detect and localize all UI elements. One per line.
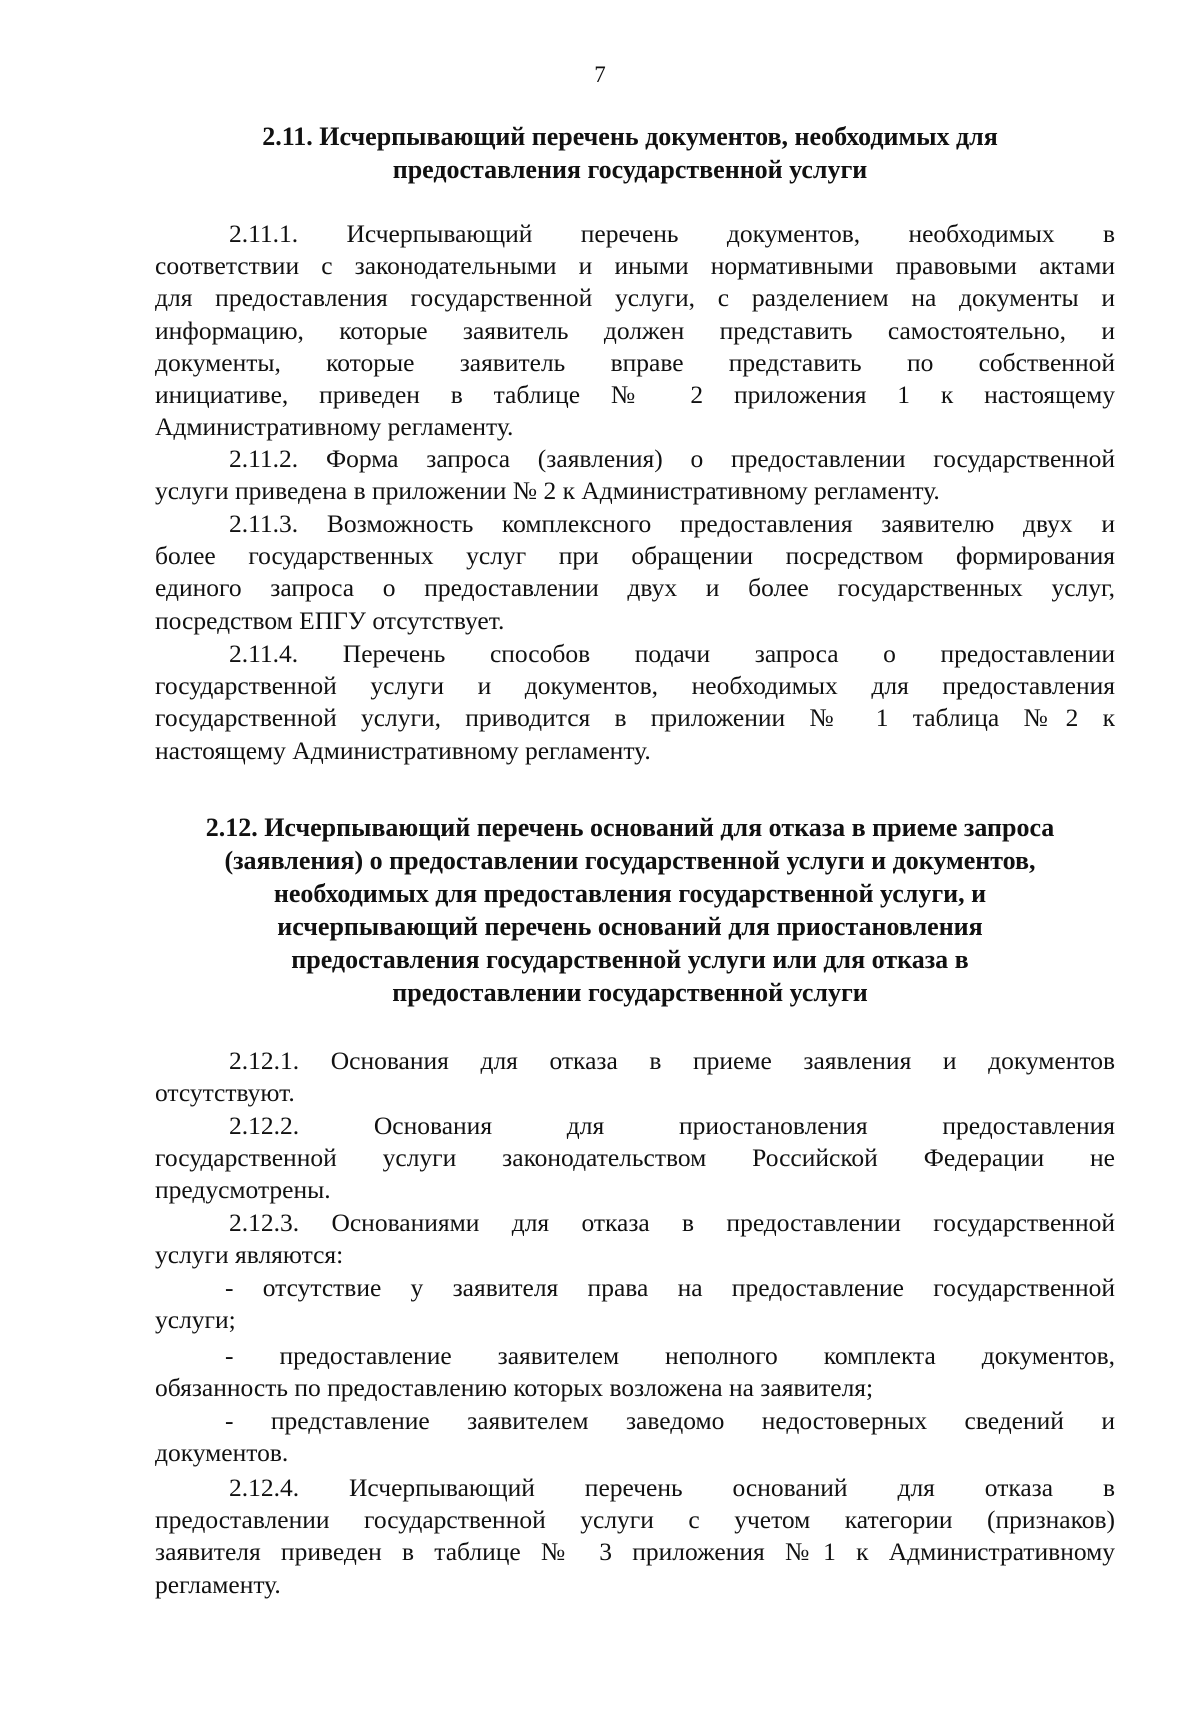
heading-line: предоставления государственной услуги bbox=[392, 155, 868, 184]
heading-line: необходимых для предоставления государственной услуги, и bbox=[273, 879, 987, 908]
text-line: - представление заявителем заведомо недостоверных сведений и bbox=[225, 1406, 1115, 1435]
text-line: Административному регламенту. bbox=[155, 412, 514, 442]
paragraph-2-12-4 bbox=[155, 1472, 1115, 1601]
text-line: настоящему Административному регламенту. bbox=[155, 735, 651, 765]
text-line: соответствии с законодательными и иными нормативными правовыми актами bbox=[155, 251, 1115, 281]
text-line: услуги приведена в приложении № 2 к Административному регламенту. bbox=[155, 476, 940, 506]
list-item-no-right bbox=[155, 1272, 1115, 1336]
text-line: для предоставления государственной услуги, с разделением на документы и bbox=[155, 283, 1115, 313]
text-line: документы, которые заявитель вправе представить по собственной bbox=[155, 347, 1115, 377]
text-line: предусмотрены. bbox=[155, 1175, 331, 1205]
text-line: посредством ЕПГУ отсутствует. bbox=[155, 605, 505, 635]
list-item-incomplete-documents bbox=[155, 1340, 1115, 1404]
paragraph-2-12-2 bbox=[155, 1110, 1115, 1207]
text-line: 2.11.4. Перечень способов подачи запроса о предоставлении bbox=[229, 639, 1115, 668]
heading-line: предоставления государственной услуги или для отказа в bbox=[291, 945, 969, 974]
paragraph-2-12-1 bbox=[155, 1045, 1115, 1109]
list-item-false-information bbox=[155, 1405, 1115, 1469]
heading-line: исчерпывающий перечень оснований для приостановления bbox=[277, 912, 983, 941]
paragraph-2-11-4 bbox=[155, 638, 1115, 767]
text-line: документов. bbox=[155, 1438, 289, 1468]
text-line: 2.12.1. Основания для отказа в приеме заявления и документов bbox=[229, 1046, 1115, 1075]
text-line: государственной услуги, приводится в приложении № 1 таблица №2 к bbox=[155, 703, 1115, 733]
text-line: услуги являются: bbox=[155, 1240, 344, 1270]
heading-line: (заявления) о предоставлении государственной услуги и документов, bbox=[224, 846, 1036, 875]
text-line: заявителя приведен в таблице № 3 приложения №1 к Административному bbox=[155, 1537, 1115, 1567]
heading-line: 2.11. Исчерпывающий перечень документов, необходимых для bbox=[262, 122, 998, 151]
paragraph-2-12-3 bbox=[155, 1207, 1115, 1271]
section-2-11-heading bbox=[150, 120, 1110, 186]
text-line: 2.11.2. Форма запроса (заявления) о предоставлении государственной bbox=[229, 444, 1115, 473]
text-line: более государственных услуг при обращении посредством формирования bbox=[155, 541, 1115, 571]
text-line: 2.12.2. Основания для приостановления предоставления bbox=[229, 1111, 1115, 1140]
text-line: единого запроса о предоставлении двух и более государственных услуг, bbox=[155, 573, 1115, 603]
text-line: 2.12.4. Исчерпывающий перечень оснований для отказа в bbox=[229, 1473, 1115, 1502]
text-line: 2.12.3. Основаниями для отказа в предоставлении государственной bbox=[229, 1208, 1115, 1237]
text-line: отсутствуют. bbox=[155, 1078, 295, 1108]
text-line: инициативе, приведен в таблице № 2 приложения 1 к настоящему bbox=[155, 380, 1115, 410]
text-line: 2.11.1. Исчерпывающий перечень документов, необходимых в bbox=[229, 219, 1115, 248]
page-number: 7 bbox=[594, 62, 606, 87]
paragraph-2-11-2 bbox=[155, 443, 1115, 507]
text-line: регламенту. bbox=[155, 1569, 281, 1599]
text-line: обязанность по предоставлению которых возложена на заявителя; bbox=[155, 1373, 874, 1403]
paragraph-2-11-3 bbox=[155, 508, 1115, 637]
text-line: государственной услуги и документов, необходимых для предоставления bbox=[155, 671, 1115, 701]
text-line: 2.11.3. Возможность комплексного предоставления заявителю двух и bbox=[229, 509, 1115, 538]
heading-line: предоставлении государственной услуги bbox=[392, 978, 868, 1007]
section-2-12-heading bbox=[150, 811, 1110, 1009]
text-line: - предоставление заявителем неполного комплекта документов, bbox=[225, 1341, 1115, 1370]
text-line: государственной услуги законодательством Российской Федерации не bbox=[155, 1143, 1115, 1173]
text-line: - отсутствие у заявителя права на предоставление государственной bbox=[225, 1273, 1115, 1302]
text-line: предоставлении государственной услуги с учетом категории (признаков) bbox=[155, 1505, 1115, 1535]
heading-line: 2.12. Исчерпывающий перечень оснований для отказа в приеме запроса bbox=[205, 813, 1055, 842]
paragraph-2-11-1 bbox=[155, 218, 1115, 443]
text-line: услуги; bbox=[155, 1305, 236, 1335]
text-line: информацию, которые заявитель должен представить самостоятельно, и bbox=[155, 315, 1115, 345]
